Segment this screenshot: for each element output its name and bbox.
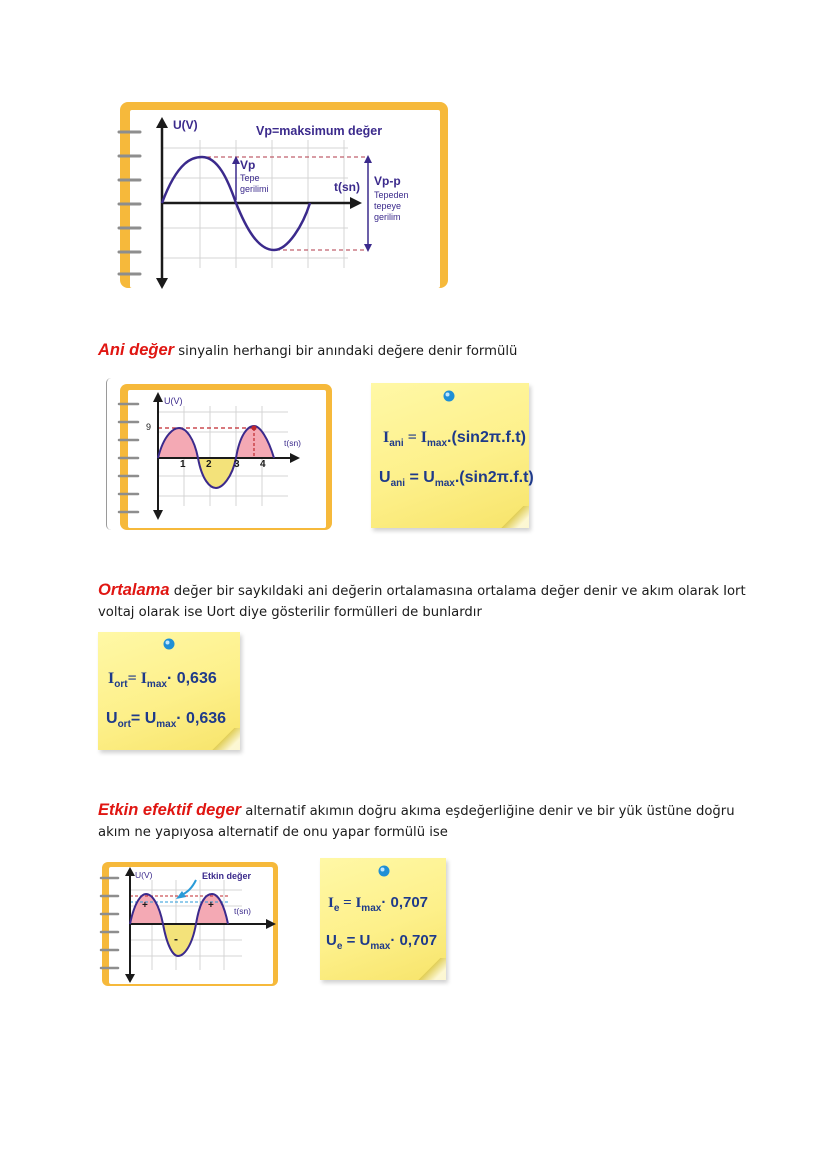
formula-u-ani: $U_{ani} = U_{max}.(\sin 2\pi.f.t)$ [379,469,534,489]
vp-description-line2: gerilimi [240,184,269,194]
paragraph-ortalama-text: değer bir saykıldaki ani değerin ortalamasına ortalama değer denir ve akım olarak Iort voltaj olarak ise Uort diye gösterilir formülleri de bunlardır [98,584,746,620]
figure-title: Vp=maksimum değer [256,124,383,138]
plus-sign-1: + [142,900,148,911]
y-axis-label: U(V) [164,396,183,406]
tick-2: 2 [206,459,212,470]
tick-4: 4 [260,459,266,470]
minus-sign: - [174,932,178,946]
figure-title: Etkin değer [202,871,252,881]
vpp-description-line3: gerilim [374,212,401,222]
y-axis-label: U(V) [135,870,153,880]
pushpin-icon [442,389,456,403]
figure-peak-value [118,100,450,290]
left-rule [106,378,111,530]
vpp-label: Vp-p [374,174,401,188]
formula-u-etkin: $U_e = U_{max}\cdot 0,707$ [326,932,438,952]
paragraph-etkin [98,800,748,843]
paragraph-ani-text: sinyalin herhangi bir anındaki değere denir formülü [174,344,518,359]
figure-rms-value-drawing [100,860,280,988]
vp-description-line1: Tepe [240,173,260,183]
vpp-description-line1: Tepeden [374,190,409,200]
formula-i-etkin: $I_e = I_{max}\cdot 0,707$ [328,894,429,914]
sticky-note-ani-formula [371,383,534,528]
figure-instant-value [118,382,334,532]
paragraph-ortalama [98,580,748,623]
formula-i-ort: $I_{ort}= I_{max}\cdot 0,636$ [108,670,217,690]
lead-ani-deger: Ani değer [98,341,175,359]
tick-3: 3 [234,459,240,470]
paragraph-ani-deger [98,340,748,362]
paragraph-etkin-text: alternatif akımın doğru akıma eşdeğerliğine denir ve bir yük üstüne doğru akım ne yapıyosa alternatif de onu yapar formülü ise [98,804,735,840]
vpp-description-line2: tepeye [374,201,402,211]
figure-rms-value [100,860,280,988]
formula-i-ani: $I_{ani} = I_{max}.(\sin 2\pi.f.t)$ [383,429,526,449]
y-value-label: 9 [146,422,152,432]
x-axis-label: t(sn) [334,180,360,194]
x-axis-label: t(sn) [234,906,251,916]
sticky-note-etkin-formula [320,858,446,980]
tick-1: 1 [180,459,186,470]
pushpin-icon [377,864,391,878]
plus-sign-2: + [208,900,214,911]
pushpin-icon [162,637,176,651]
lead-ortalama: Ortalama [98,581,170,599]
sticky-note-ortalama-formula [98,632,240,750]
formula-u-ort: $U_{ort}= U_{max}\cdot 0,636$ [106,710,227,730]
vp-label: Vp [240,158,256,172]
figure-instant-value-drawing [118,382,334,532]
y-axis-label: U(V) [173,118,198,132]
lead-etkin: Etkin efektif deger [98,801,242,819]
x-axis-label: t(sn) [284,438,301,448]
